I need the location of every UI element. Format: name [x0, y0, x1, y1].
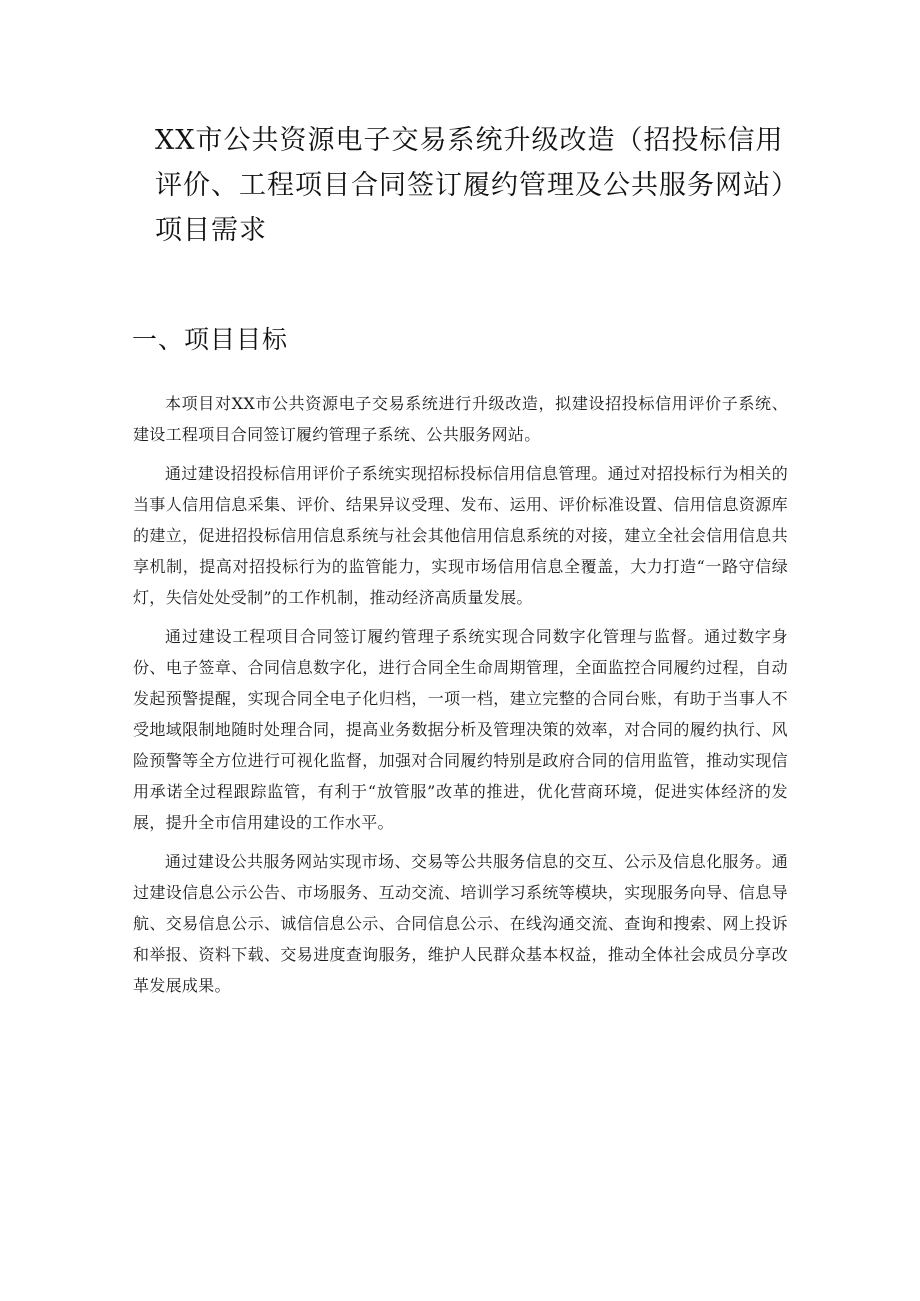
paragraph-credit-evaluation: 通过建设招投标信用评价子系统实现招标投标信用信息管理。通过对招投标行为相关的当事人信用信息采集、评价、结果异议受理、发布、运用、评价标准设置、信用信息资源库的建立，促进招投标信用信息系统与社会其他信用信息系统的对接，建立全社会信用信息共享机制，提高对招投标行为的监管能力，实现市场信用信息全覆盖，大力打造“一路守信绿灯，失信处处受制”的工作机制，推动经济高质量发展。: [133, 464, 788, 607]
paragraph-contract-management: 通过建设工程项目合同签订履约管理子系统实现合同数字化管理与监督。通过数字身份、电子签章、合同信息数字化，进行合同全生命周期管理，全面监控合同履约过程，自动发起预警提醒，实现合同全电子化归档，一项一档，建立完整的合同台账，有助于当事人不受地域限制地随时处理合同，提高业务数据分析及管理决策的效率，对合同的履约执行、风险预警等全方位进行可视化监督，加强对合同履约特别是政府合同的信用监管，推动实现信用承诺全过程跟踪监管，有利于“放管服”改革的推进，优化营商环境，促进实体经济的发展，提升全市信用建设的工作水平。: [133, 627, 788, 832]
section-heading-project-goals: 一、项目目标: [132, 325, 289, 354]
document-title: XX市公共资源电子交易系统升级改造（招投标信用评价、工程项目合同签订履约管理及公共服务网站）项目需求: [155, 125, 786, 246]
paragraph-public-service-website: 通过建设公共服务网站实现市场、交易等公共服务信息的交互、公示及信息化服务。通过建设信息公示公告、市场服务、互动交流、培训学习系统等模块，实现服务向导、信息导航、交易信息公示、诚信信息公示、合同信息公示、在线沟通交流、查询和搜索、网上投诉和举报、资料下载、交易进度查询服务，维护人民群众基本权益，推动全体社会成员分享改革发展成果。: [133, 852, 788, 995]
section-body: [133, 388, 788, 1009]
paragraph-overview: 本项目对XX市公共资源电子交易系统进行升级改造，拟建设招投标信用评价子系统、建设工程项目合同签订履约管理子系统、公共服务网站。: [133, 394, 788, 444]
